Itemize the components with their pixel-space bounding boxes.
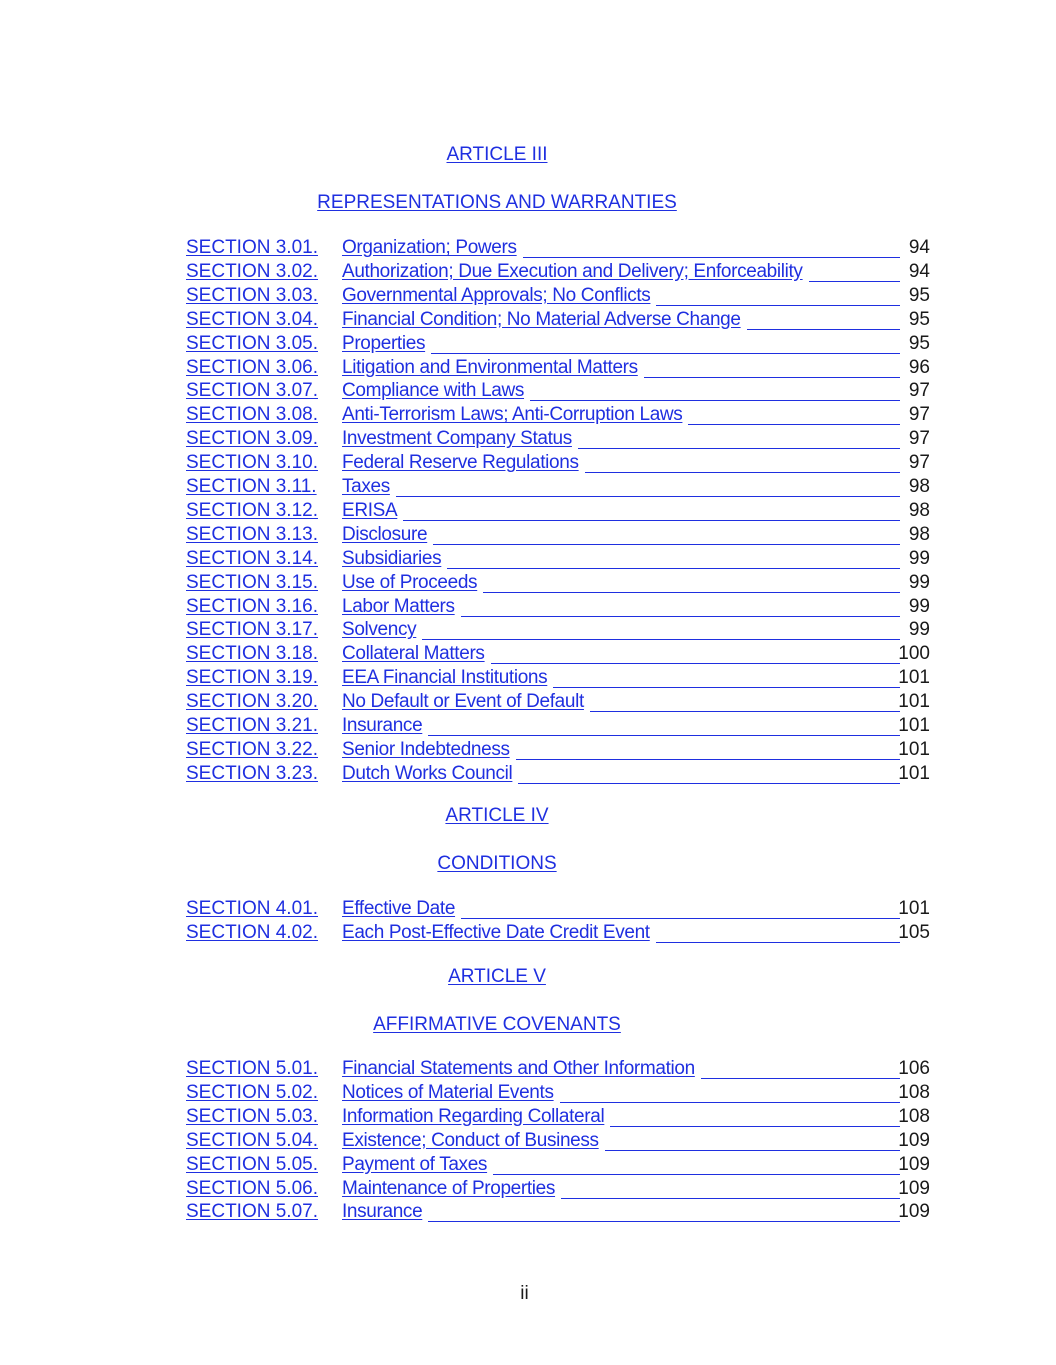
toc-title-link[interactable]: Insurance: [342, 1201, 428, 1223]
toc-page-number: 97: [908, 380, 930, 402]
article-iv-heading: [0, 805, 994, 827]
toc-row: [186, 1130, 930, 1154]
toc-row: [186, 643, 930, 667]
toc-title-link[interactable]: Organization; Powers: [342, 237, 523, 259]
toc-leader-line: [346, 520, 900, 521]
toc-row: [186, 452, 930, 476]
toc-section-link[interactable]: SECTION 3.07.: [186, 380, 318, 402]
toc-title-link[interactable]: Federal Reserve Regulations: [342, 452, 585, 474]
toc-section-link[interactable]: SECTION 3.11.: [186, 476, 317, 497]
toc-page-number: 109: [898, 1201, 930, 1223]
toc-section-link[interactable]: SECTION 5.01.: [186, 1058, 318, 1079]
toc-title-link[interactable]: Use of Proceeds: [342, 572, 483, 594]
toc-page-number: 108: [898, 1081, 930, 1103]
toc-page-number: 101: [898, 762, 930, 784]
article-iv-heading-link[interactable]: ARTICLE IV: [445, 805, 549, 826]
toc-page-number: 97: [908, 428, 930, 450]
toc-title-link[interactable]: Labor Matters: [342, 596, 461, 618]
toc-title-link[interactable]: Notices of Material Events: [342, 1082, 560, 1104]
toc-section-link[interactable]: SECTION 5.03.: [186, 1105, 318, 1127]
toc-row: [186, 715, 930, 739]
toc-row: [186, 922, 930, 946]
toc-section-link[interactable]: SECTION 3.23.: [186, 762, 318, 784]
toc-row: [186, 500, 930, 524]
toc-row: [186, 1082, 930, 1106]
toc-section-link[interactable]: SECTION 3.19.: [186, 667, 318, 689]
toc-row: [186, 763, 930, 787]
page-number: ii: [520, 1283, 529, 1304]
toc-row: [186, 309, 930, 333]
toc-leader-line: [346, 1221, 900, 1222]
toc-section-link[interactable]: SECTION 3.17.: [186, 619, 318, 641]
toc-section-link[interactable]: SECTION 4.01.: [186, 898, 318, 919]
toc-page-number: 101: [898, 667, 930, 689]
toc-section-link[interactable]: SECTION 3.14.: [186, 547, 318, 569]
toc-row: [186, 428, 930, 452]
toc-section-link[interactable]: SECTION 5.05.: [186, 1153, 318, 1175]
toc-section-link[interactable]: SECTION 3.10.: [186, 452, 318, 474]
toc-page-number: 94: [908, 237, 930, 258]
toc-title-link[interactable]: Collateral Matters: [342, 643, 491, 665]
toc-title-link[interactable]: Properties: [342, 333, 431, 355]
toc-row: [186, 357, 930, 381]
toc-page-number: 101: [898, 691, 930, 713]
toc-title-link[interactable]: Dutch Works Council: [342, 763, 518, 785]
toc-page-number: 95: [908, 332, 930, 354]
toc-row: [186, 1106, 930, 1130]
toc-title-link[interactable]: Effective Date: [342, 898, 461, 920]
toc-leader-line: [346, 639, 900, 640]
toc-row: [186, 1058, 930, 1082]
toc-row: [186, 476, 930, 500]
article-iii-heading: [0, 144, 994, 166]
toc-page-number: 97: [908, 452, 930, 474]
toc-row: [186, 898, 930, 922]
toc-section-link[interactable]: SECTION 5.02.: [186, 1081, 318, 1103]
toc-section-link[interactable]: SECTION 3.12.: [186, 499, 318, 521]
toc-row: [186, 619, 930, 643]
toc-section-link[interactable]: SECTION 3.20.: [186, 691, 318, 713]
toc-row: [186, 261, 930, 285]
toc-section-link[interactable]: SECTION 5.07.: [186, 1201, 318, 1223]
toc-title-link[interactable]: Anti-Terrorism Laws; Anti-Corruption Laws: [342, 404, 688, 426]
toc-section-link[interactable]: SECTION 3.22.: [186, 738, 318, 760]
toc-page-number: 97: [908, 404, 930, 426]
toc-page-number: 99: [908, 619, 930, 641]
toc-title-link[interactable]: Taxes: [342, 476, 396, 498]
toc-title-link[interactable]: Insurance: [342, 715, 428, 737]
toc-leader-line: [346, 735, 900, 736]
toc-title-link[interactable]: Disclosure: [342, 524, 433, 546]
toc-title-link[interactable]: EEA Financial Institutions: [342, 667, 553, 689]
toc-section-link[interactable]: SECTION 3.01.: [186, 237, 318, 258]
article-v-subheading-link[interactable]: AFFIRMATIVE COVENANTS: [373, 1014, 621, 1035]
toc-page-number: 101: [898, 898, 930, 919]
toc-title-link[interactable]: Governmental Approvals; No Conflicts: [342, 285, 656, 307]
toc-page-number: 98: [908, 499, 930, 521]
toc-page-number: 94: [908, 260, 930, 282]
toc-page-number: 95: [908, 308, 930, 330]
toc-section-link[interactable]: SECTION 3.05.: [186, 332, 318, 354]
toc-row: [186, 1154, 930, 1178]
toc-title-link[interactable]: Payment of Taxes: [342, 1154, 493, 1176]
article-iii-heading-link[interactable]: ARTICLE III: [446, 144, 548, 165]
article-iv-subheading-link[interactable]: CONDITIONS: [437, 853, 557, 874]
toc-page-number: 106: [898, 1058, 930, 1079]
toc-section-link[interactable]: SECTION 5.04.: [186, 1129, 318, 1151]
toc-title-link[interactable]: Information Regarding Collateral: [342, 1106, 610, 1128]
toc-page-number: 101: [898, 715, 930, 736]
toc-row: [186, 285, 930, 309]
toc-row: [186, 524, 930, 548]
toc-row: [186, 667, 930, 691]
toc-section-link[interactable]: SECTION 3.03.: [186, 284, 318, 306]
toc-page-number: 109: [898, 1153, 930, 1175]
toc-page-number: 99: [908, 595, 930, 617]
toc-row: [186, 596, 930, 620]
toc-title-link[interactable]: Litigation and Environmental Matters: [342, 357, 644, 379]
toc-title-link[interactable]: Financial Statements and Other Information: [342, 1058, 701, 1080]
toc-page-number: 109: [898, 1129, 930, 1151]
toc-row: [186, 333, 930, 357]
toc-page-number: 98: [908, 476, 930, 497]
toc-row: [186, 691, 930, 715]
toc-title-link[interactable]: Investment Company Status: [342, 428, 578, 450]
toc-row: [186, 380, 930, 404]
toc-title-link[interactable]: Each Post-Effective Date Credit Event: [342, 922, 656, 944]
toc-section-link[interactable]: SECTION 3.15.: [186, 571, 318, 593]
toc-section-link[interactable]: SECTION 3.16.: [186, 595, 318, 617]
toc-row: [186, 548, 930, 572]
toc-page-number: 100: [898, 643, 930, 665]
toc-title-link[interactable]: ERISA: [342, 500, 403, 522]
toc-section-link[interactable]: SECTION 3.04.: [186, 308, 318, 330]
toc-page-number: 96: [908, 356, 930, 378]
article-iv-subheading: [0, 853, 994, 875]
toc-title-link[interactable]: Senior Indebtedness: [342, 739, 516, 761]
toc-section-link[interactable]: SECTION 3.13.: [186, 523, 318, 545]
toc-section-link[interactable]: SECTION 4.02.: [186, 921, 318, 943]
toc-row: [186, 404, 930, 428]
toc-row: [186, 1201, 930, 1225]
article-v-heading: [0, 966, 994, 988]
article-v-subheading: [0, 1014, 994, 1036]
toc-row: [186, 1178, 930, 1202]
toc-page-number: 95: [908, 284, 930, 306]
toc-section-link[interactable]: SECTION 3.09.: [186, 428, 318, 450]
toc-leader-line: [346, 496, 900, 497]
toc-page-number: 108: [898, 1105, 930, 1127]
toc-page-number: 99: [908, 571, 930, 593]
article-iii-subheading: [0, 192, 994, 214]
toc-page-number: 101: [898, 738, 930, 760]
toc-title-link[interactable]: Solvency: [342, 619, 422, 641]
article-iii-subheading-link[interactable]: REPRESENTATIONS AND WARRANTIES: [317, 192, 677, 213]
toc-row: [186, 739, 930, 763]
toc-title-link[interactable]: Subsidiaries: [342, 548, 447, 570]
toc-title-link[interactable]: No Default or Event of Default: [342, 691, 590, 713]
toc-section-link[interactable]: SECTION 3.08.: [186, 404, 318, 426]
toc-section-link[interactable]: SECTION 5.06.: [186, 1177, 318, 1199]
article-v-heading-link[interactable]: ARTICLE V: [448, 966, 546, 987]
toc-title-link[interactable]: Existence; Conduct of Business: [342, 1130, 605, 1152]
toc-section-link[interactable]: SECTION 3.21.: [186, 715, 318, 736]
toc-section-link[interactable]: SECTION 3.18.: [186, 643, 318, 665]
toc-title-link[interactable]: Compliance with Laws: [342, 380, 530, 402]
toc-section-link[interactable]: SECTION 3.06.: [186, 356, 318, 378]
toc-page-number: 98: [908, 523, 930, 545]
toc-row: [186, 572, 930, 596]
toc-title-link[interactable]: Authorization; Due Execution and Delivery; Enforceability: [342, 261, 809, 283]
toc-page-number: 99: [908, 547, 930, 569]
toc-page-number: 109: [898, 1177, 930, 1199]
toc-title-link[interactable]: Maintenance of Properties: [342, 1178, 561, 1200]
toc-row: [186, 237, 930, 261]
toc-section-link[interactable]: SECTION 3.02.: [186, 260, 318, 282]
toc-title-link[interactable]: Financial Condition; No Material Adverse Change: [342, 309, 747, 331]
toc-page-number: 105: [898, 921, 930, 943]
